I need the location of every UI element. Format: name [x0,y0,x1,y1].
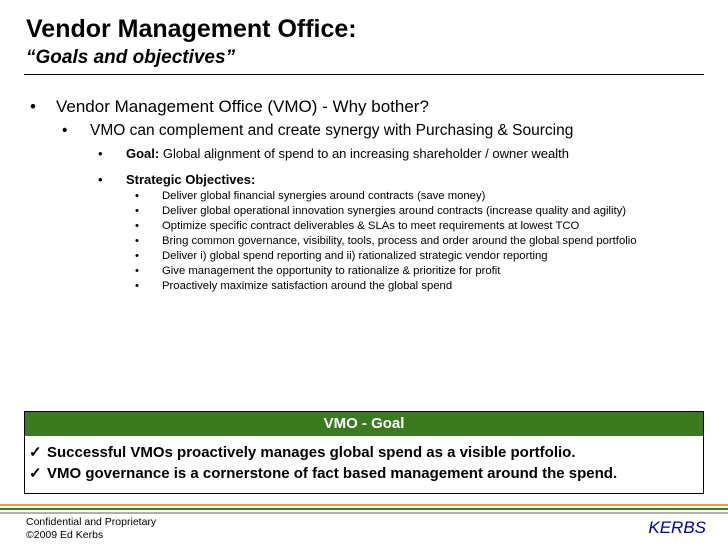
footer-text [26,516,156,542]
stripe-orange [0,504,728,506]
objective-item: • Proactively maximize satisfaction around the global spend [135,280,453,292]
bullet-icon: • [135,250,139,262]
check-icon: ✓ [29,465,42,482]
vmo-goal-line: ✓ Successful VMOs proactively manages global spend as a visible portfolio. [29,444,576,461]
footer-stripes [0,504,728,516]
goal-label: Goal: [126,146,160,161]
check-icon: ✓ [29,444,42,461]
bullet-icon: • [62,122,68,139]
objective-item: • Deliver i) global spend reporting and ii) rationalized strategic vendor reporting [135,250,548,262]
objective-item: • Bring common governance, visibility, tools, process and order around the global spend portfolio [135,235,637,247]
bullet-icon: • [135,265,139,277]
objectives-bullet [98,171,255,189]
stripe-green [0,508,728,510]
objective-item: • Give management the opportunity to rationalize & prioritize for profit [135,265,501,277]
brand-logo: KERBS [648,518,706,537]
bullet-level2: • VMO can complement and create synergy with Purchasing & Sourcing [62,122,574,139]
title-divider [24,74,704,75]
vmo-goal-header: VMO - Goal [25,412,703,436]
slide-title: Vendor Management Office: [26,15,357,43]
bullet-icon: • [30,97,36,116]
objective-item: • Deliver global financial synergies around contracts (save money) [135,190,486,202]
goal-bullet [98,145,569,163]
bullet-icon: • [135,190,139,202]
bullet-icon: • [135,205,139,217]
bullet-icon: • [98,146,103,161]
stripe-gray [0,512,728,514]
bullet-icon: • [98,172,103,187]
confidential-label: Confidential and Proprietary [26,516,157,528]
vmo-goal-box [24,411,704,494]
objectives-label: Strategic Objectives: [126,172,256,187]
goal-text: Global alignment of spend to an increasing shareholder / owner wealth [159,146,569,161]
vmo-goal-line: ✓ VMO governance is a cornerstone of fact based management around the spend. [29,465,618,482]
bullet-icon: • [135,235,139,247]
objective-item: • Deliver global operational innovation synergies around contracts (increase quality and agility) [135,205,627,217]
bullet-level1: • Vendor Management Office (VMO) - Why bother? [30,97,429,116]
slide-subtitle: “Goals and objectives” [26,47,236,68]
objective-item: • Optimize specific contract deliverables & SLAs to meet requirements at lowest TCO [135,220,580,232]
bullet-icon: • [135,280,139,292]
bullet-icon: • [135,220,139,232]
copyright-label: ©2009 Ed Kerbs [26,529,104,541]
